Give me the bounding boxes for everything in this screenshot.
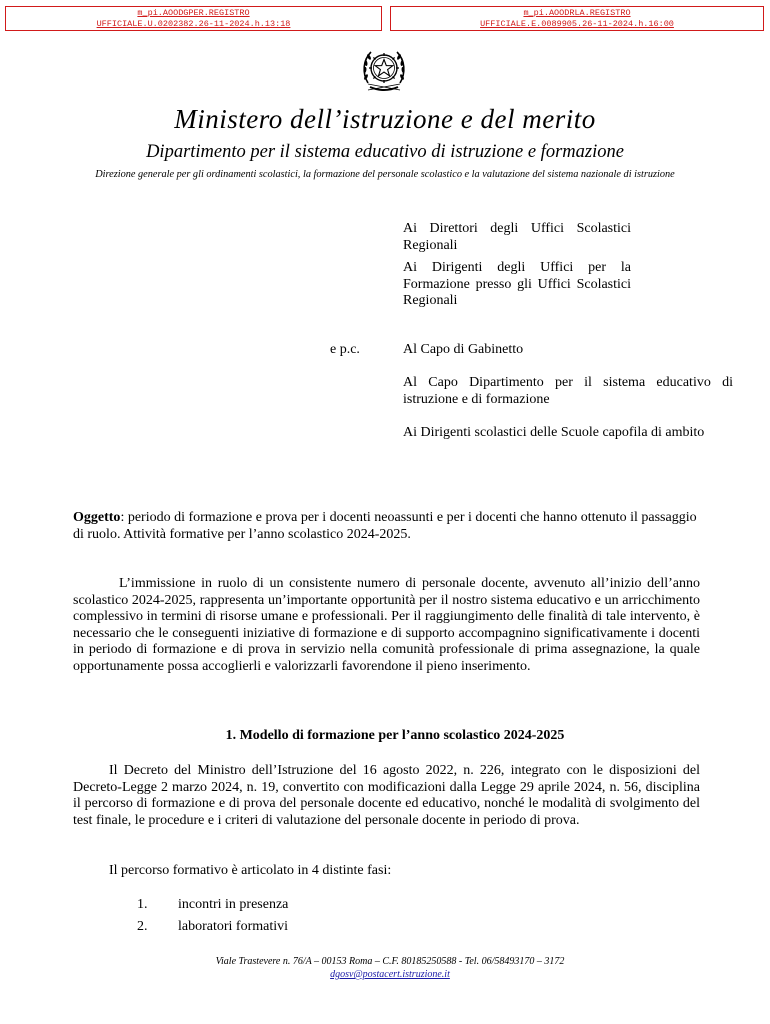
stamp-outgoing-line1: m_pi.AOODGPER.REGISTRO <box>137 8 250 18</box>
footer-address: Viale Trastevere n. 76/A – 00153 Roma – C.F. 80185250588 - Tel. 06/58493170 – 3172 <box>215 956 565 967</box>
section-heading: 1. Modello di formazione per l’anno scolastico 2024-2025 <box>225 728 565 743</box>
protocol-stamp-outgoing <box>5 6 382 31</box>
recipient-training-managers: Ai Dirigenti degli Uffici per la Formazione presso gli Uffici Scolastici Regionali <box>403 260 631 308</box>
cc-dirigenti-scolastici: Ai Dirigenti scolastici delle Scuole capofila di ambito <box>403 425 705 440</box>
list-item-text: incontri in presenza <box>178 897 289 912</box>
phases-intro: Il percorso formativo è articolato in 4 distinte fasi: <box>109 863 392 878</box>
list-item <box>137 897 288 913</box>
intro-paragraph: L’immissione in ruolo di un consistente numero di personale docente, avvenuto all’inizio dell’anno scolastico 2024-2025, rappresenta un’importante opportunità per il nostro sistema educativo e un arricchimento complessivo in termini di risorse umane e professionali. Per il raggiungimento delle finalità di tale intervento, è necessario che le conseguenti iniziative di formazione e di supporto accompagnino significativamente i docenti in periodo di formazione e di prova in servizio nella comunità professionale di prima assegnazione, la quale opportunamente possa accoglierli e valorizzarli favorendone il pieno inserimento. <box>73 576 700 674</box>
ministry-title: Ministero dell’istruzione e del merito <box>174 104 596 134</box>
subject <box>73 510 698 543</box>
stamp-outgoing-line2: UFFICIALE.U.0202382.26-11-2024.h.13:18 <box>96 19 291 29</box>
recipient-directors: Ai Direttori degli Uffici Scolastici Regionali <box>403 221 631 253</box>
direzione-title: Direzione generale per gli ordinamenti scolastici, la formazione del personale scolastico e la valutazione del sistema nazionale di istruzione <box>95 169 675 180</box>
subject-label: Oggetto <box>73 510 121 525</box>
footer <box>0 955 770 981</box>
decree-paragraph: Il Decreto del Ministro dell’Istruzione del 16 agosto 2022, n. 226, integrato con le disposizioni del Decreto-Legge 2 marzo 2024, n. 19, convertito con modificazioni dalla Legge 29 aprile 2024, n. 56, disciplina il percorso di formazione e di prova del personale docente ed educativo, nonché le modalità di svolgimento del test finale, le procedure e i criteri di valutazione del personale docente in periodo di prova. <box>73 763 700 828</box>
stamp-incoming-line1: m_pi.AOODRLA.REGISTRO <box>523 8 631 18</box>
subject-text: : periodo di formazione e prova per i docenti neoassunti e per i docenti che hanno ottenuto il passaggio di ruolo. Attività formative per l’anno scolastico 2024-2025. <box>73 510 697 542</box>
list-item-number: 2. <box>137 919 148 934</box>
cc-capo-gabinetto: Al Capo di Gabinetto <box>403 342 524 357</box>
italian-republic-emblem-icon <box>358 43 410 95</box>
list-item-text: laboratori formativi <box>178 919 289 934</box>
cc-capo-dipartimento: Al Capo Dipartimento per il sistema educativo di istruzione e di formazione <box>403 375 733 407</box>
cc-label: e p.c. <box>330 342 360 357</box>
protocol-stamp-incoming <box>390 6 764 31</box>
department-title: Dipartimento per il sistema educativo di istruzione e formazione <box>146 142 624 162</box>
list-item-number: 1. <box>137 897 148 912</box>
footer-email-link[interactable]: dgosv@postacert.istruzione.it <box>330 969 450 980</box>
list-item <box>137 919 288 935</box>
stamp-incoming-line2: UFFICIALE.E.0089905.26-11-2024.h.16:00 <box>480 19 674 29</box>
